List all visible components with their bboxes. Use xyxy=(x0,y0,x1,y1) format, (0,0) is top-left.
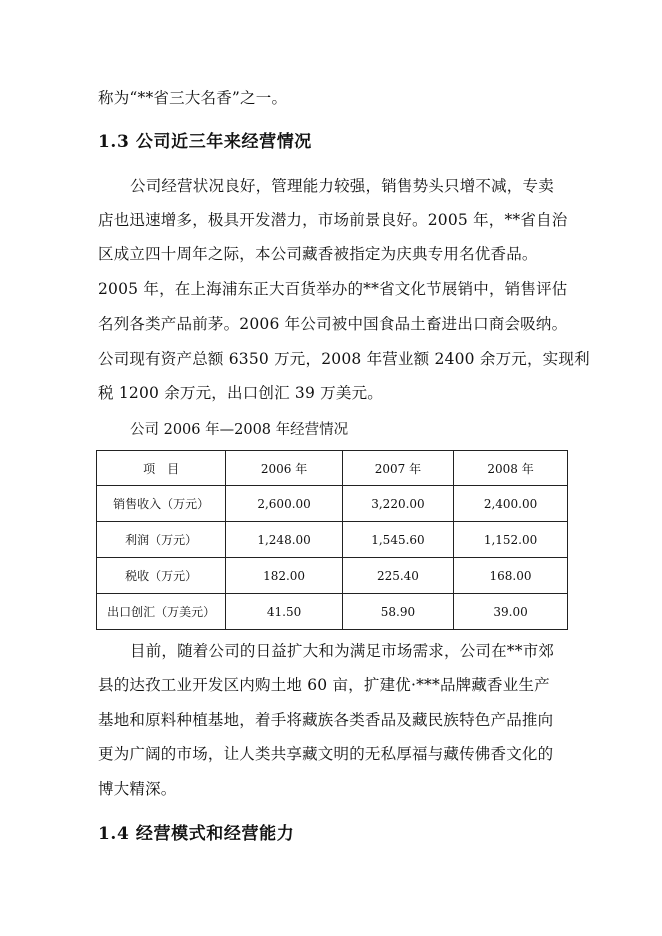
cell-value: 1,152.00 xyxy=(454,522,568,558)
section-heading-1-4: 1.4 经营模式和经营能力 xyxy=(98,824,295,844)
cell-value: 1,545.60 xyxy=(342,522,453,558)
text-line: 基地和原料种植基地，着手将藏族各类香品及藏民族特色产品推向 xyxy=(98,711,554,729)
cell-value: 2,600.00 xyxy=(226,486,343,522)
cell-value: 2,400.00 xyxy=(454,486,568,522)
cell-value: 1,248.00 xyxy=(226,522,343,558)
row-label: 销售收入（万元） xyxy=(97,486,226,522)
text-line: 2005 年，在上海浦东正大百货举办的**省文化节展销中，销售评估 xyxy=(98,280,568,298)
row-label: 税收（万元） xyxy=(97,558,226,594)
table-header-row xyxy=(97,451,568,486)
text-line: 公司现有资产总额 6350 万元，2008 年营业额 2400 余万元，实现利 xyxy=(98,350,590,368)
section-heading-1-3: 1.3 公司近三年来经营情况 xyxy=(98,132,312,152)
table-caption: 公司 2006 年—2008 年经营情况 xyxy=(130,422,349,438)
operations-table xyxy=(96,450,568,630)
text-line: 称为“**省三大名香”之一。 xyxy=(98,89,288,107)
header-cell-2007: 2007 年 xyxy=(342,451,453,486)
cell-value: 182.00 xyxy=(226,558,343,594)
header-cell-item: 项 目 xyxy=(97,451,226,486)
cell-value: 3,220.00 xyxy=(342,486,453,522)
text-line: 目前，随着公司的日益扩大和为满足市场需求，公司在**市郊 xyxy=(130,642,555,660)
cell-value: 41.50 xyxy=(226,594,343,630)
row-label: 出口创汇（万美元） xyxy=(97,594,226,630)
cell-value: 39.00 xyxy=(454,594,568,630)
text-line: 公司经营状况良好，管理能力较强，销售势头只增不减，专卖 xyxy=(130,177,554,195)
text-line: 店也迅速增多，极具开发潜力，市场前景良好。2005 年，**省自治 xyxy=(98,211,568,229)
header-cell-2008: 2008 年 xyxy=(454,451,568,486)
text-line: 名列各类产品前茅。2006 年公司被中国食品土畜进出口商会吸纳。 xyxy=(98,315,568,333)
text-line: 博大精深。 xyxy=(98,780,177,798)
cell-value: 58.90 xyxy=(342,594,453,630)
cell-value: 225.40 xyxy=(342,558,453,594)
text-line: 更为广阔的市场，让人类共享藏文明的无私厚福与藏传佛香文化的 xyxy=(98,745,554,763)
text-line: 税 1200 余万元，出口创汇 39 万美元。 xyxy=(98,384,383,402)
row-label: 利润（万元） xyxy=(97,522,226,558)
table-row xyxy=(97,522,568,558)
text-line: 区成立四十周年之际，本公司藏香被指定为庆典专用名优香品。 xyxy=(98,245,538,263)
text-line: 县的达孜工业开发区内购土地 60 亩，扩建优·***品牌藏香业生产 xyxy=(98,676,550,694)
table-row xyxy=(97,594,568,630)
cell-value: 168.00 xyxy=(454,558,568,594)
header-cell-2006: 2006 年 xyxy=(226,451,343,486)
table-row xyxy=(97,558,568,594)
table-row xyxy=(97,486,568,522)
